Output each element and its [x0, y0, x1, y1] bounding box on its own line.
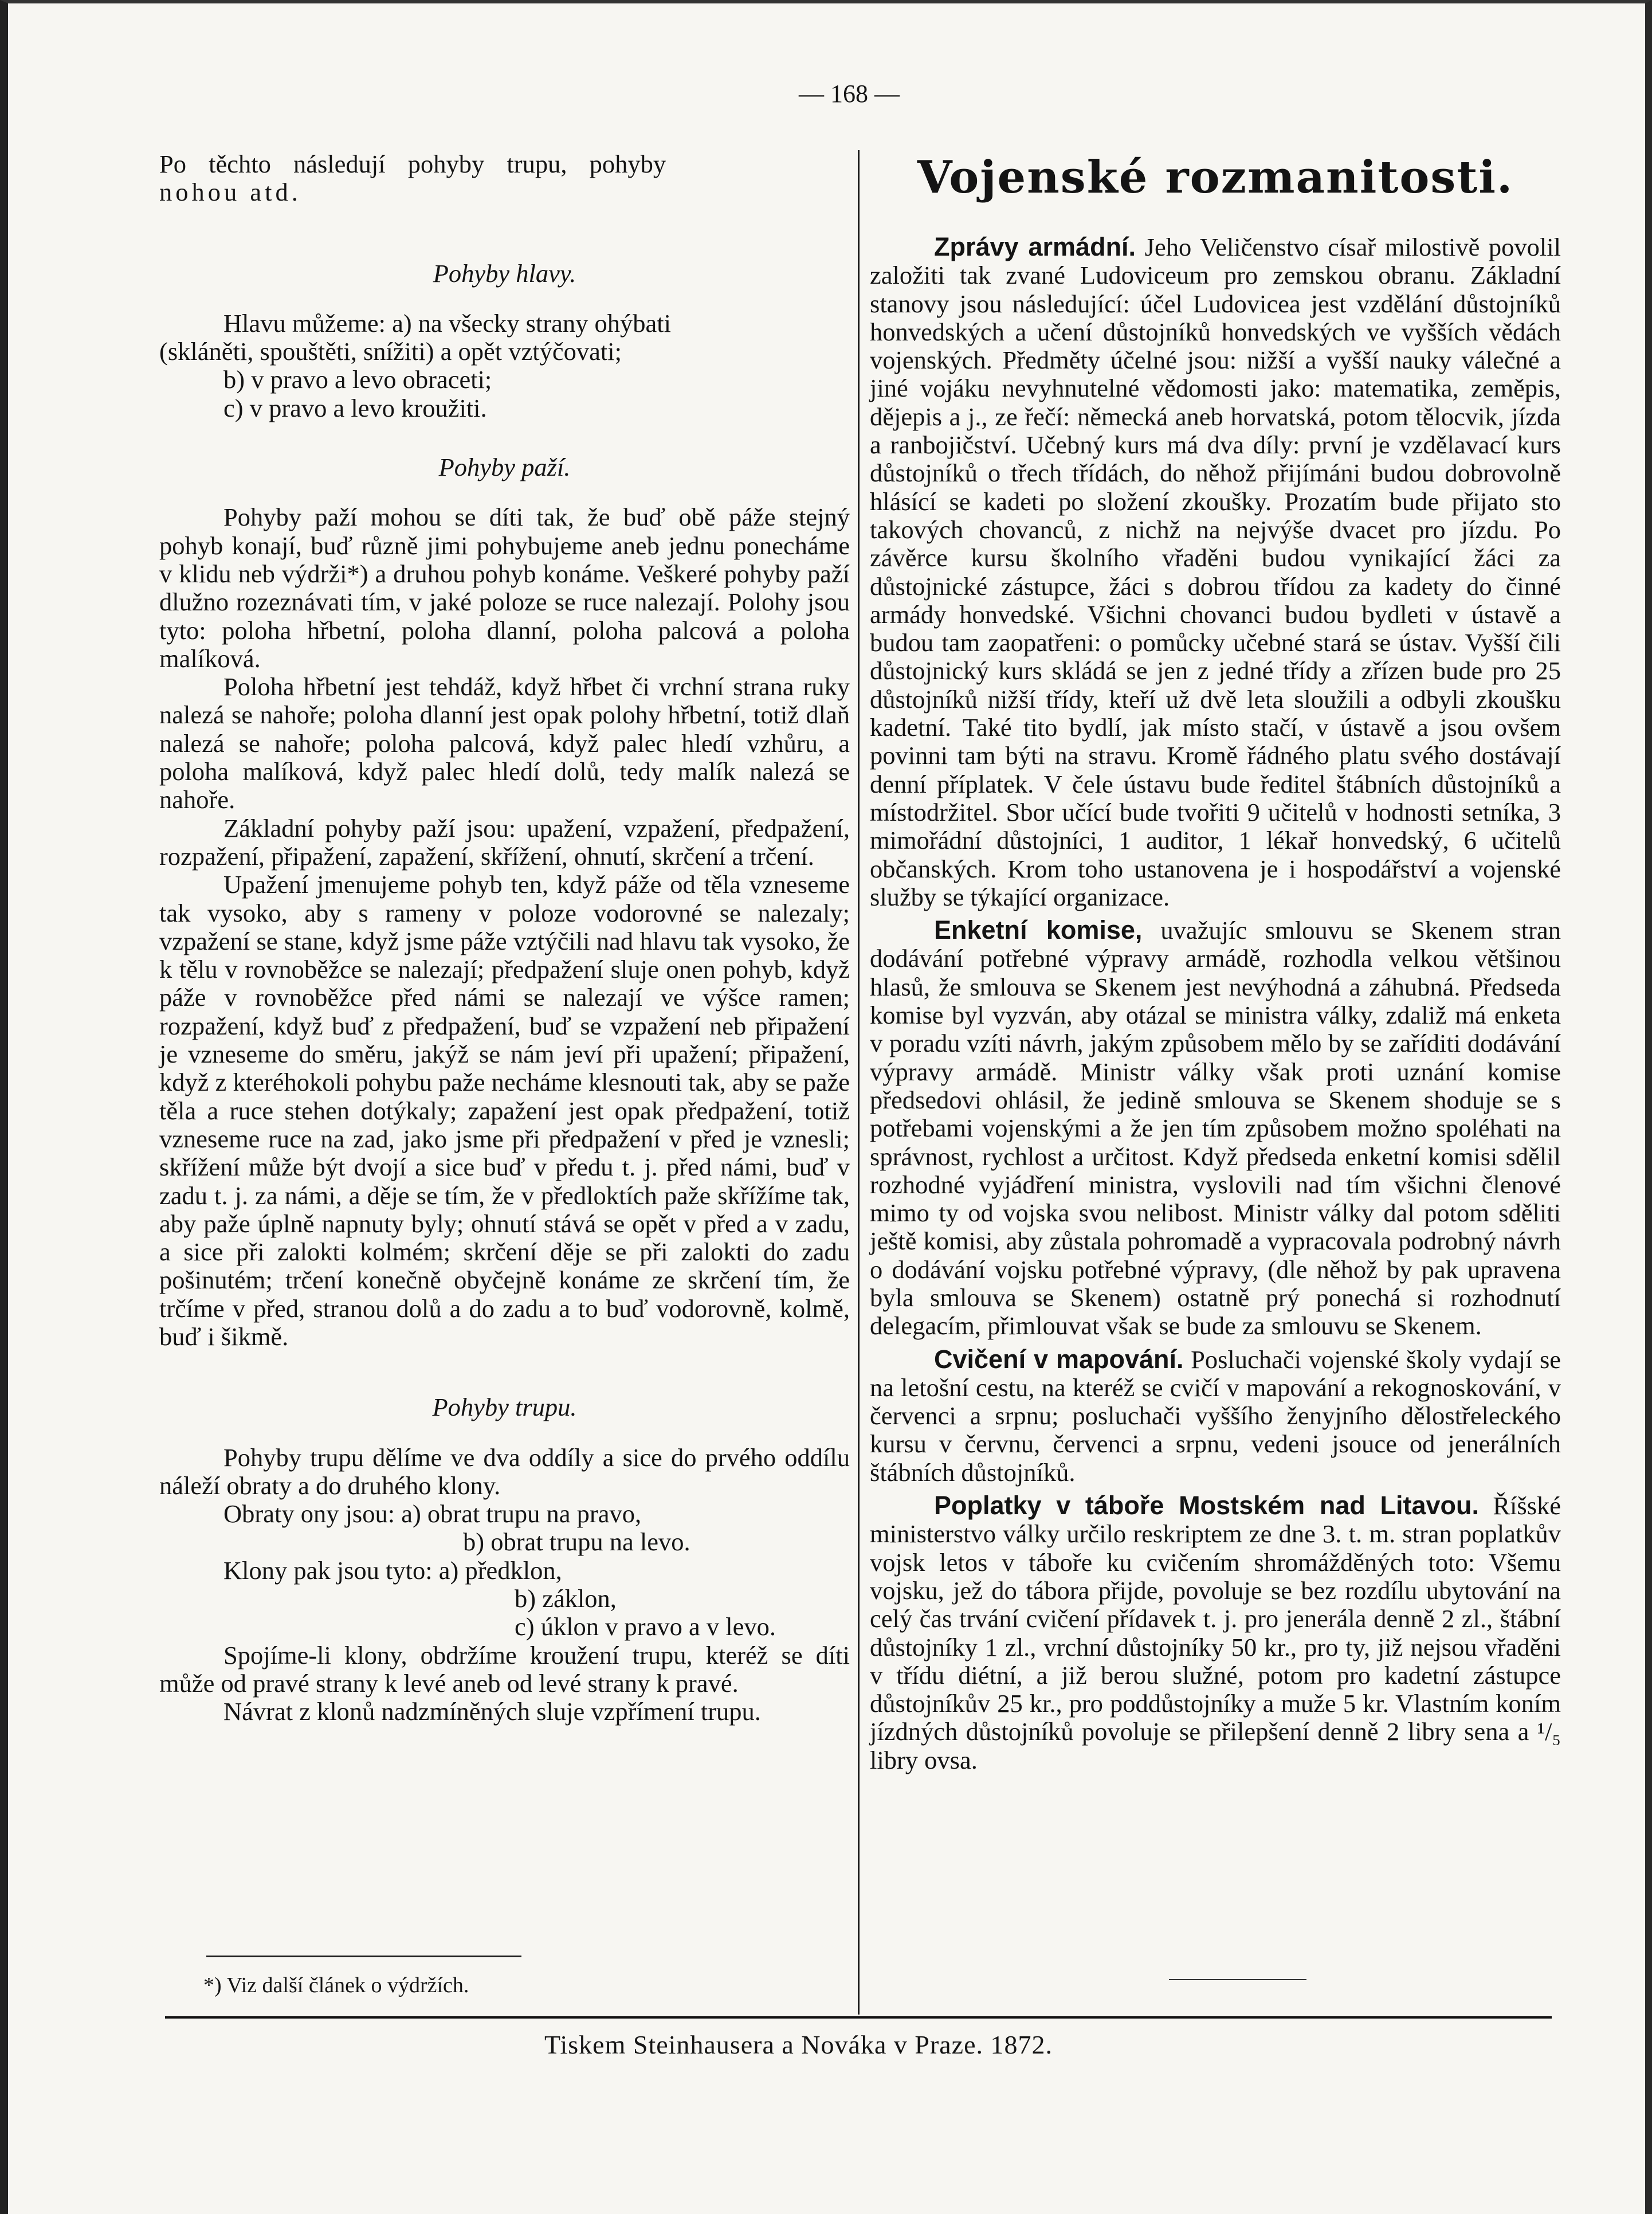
intro-line-1: Po těchto následují pohyby trupu, pohyby [159, 150, 666, 178]
heading-head-movements: Pohyby hlavy. [433, 258, 576, 288]
head-line-1: Hlavu můžeme: a) na všecky strany ohýbati [223, 308, 671, 338]
keyword-mapping-exercise: Cvičení v mapování. [934, 1344, 1184, 1374]
head-line-4: c) v pravo a levo kroužiti. [223, 393, 487, 422]
news-army-reports [870, 233, 1561, 911]
heading-trunk-movements: Pohyby trupu. [432, 1393, 577, 1422]
heading-arm-movements: Pohyby paží. [438, 453, 571, 482]
trunk-line-1: Obraty ony jsou: a) obrat trupu na pravo, [223, 1499, 642, 1529]
footnote: *) Viz další článek o výdržích. [203, 1973, 469, 1997]
left-column [159, 150, 850, 1726]
page-number: — 168 — [799, 80, 900, 108]
trunk-line-3: Klony pak jsou tyto: a) předklon, [223, 1555, 562, 1585]
trunk-line-2: b) obrat trupu na levo. [463, 1527, 690, 1557]
trunk-line-4: b) záklon, [515, 1584, 617, 1613]
trunk-paragraph-2: Spojíme-li klony, obdržíme kroužení trupu, kteréž se díti může od pravé strany k levé aneb od levé strany k pravé. [159, 1640, 850, 1698]
printer-imprint: Tiskem Steinhausera a Nováka v Praze. 1872. [544, 2030, 1053, 2059]
keyword-camp-allowances: Poplatky v táboře Mostském nad Litavou. [934, 1491, 1480, 1521]
mapping-exercise-text: Posluchači vojenské školy vydají se na letošní cestu, na kteréž se cvičí v mapování a rekognoskování, v červenci a srpnu; posluchači vyššího ženyjního dělostřeleckého kursu v červnu, červenci a srpnu, vedeni jsouce od jenerálních štábních důstojníků. [870, 1345, 1561, 1487]
news-inquiry-commission [870, 916, 1561, 1340]
footnote-rule [206, 1956, 521, 1957]
keyword-army-reports: Zprávy armádní. [934, 232, 1136, 261]
news-mapping-exercise [870, 1345, 1561, 1487]
camp-allowances-text: Říšské ministerstvo války určilo reskriptem ze dne 3. t. m. stran poplatkův vojsk letos v táboře ku cvičením shromážděných toto: Všemu vojsku, jež do tábora přijde, povoluje se bez rozdílu ubytování na celý čas trvání cvičení přídavek t. j. pro jenerála denně 2 zl., štábní důstojníky 1 zl., vrchní důstojníky 50 kr., pro ty, již nejsou vřaděni v třídu diétní, a již berou služné, potom pro kadetní zástupce důstojníkův 25 kr., pro poddůstojníky a muže 5 kr. Vlastním koním jízdných důstojníků povoluje se přilepšení denně 2 libry sena a ¹/₅ libry ovsa. [870, 1491, 1561, 1774]
arms-paragraph-2: Poloha hřbetní jest tehdáž, když hřbet či vrchní strana ruky nalezá se nahoře; poloha dlanní jest opak polohy hřbetní, totiž dlaň nalezá se nahoře; poloha palcová, když palec hledí vzhůru, a poloha malíková, když palec hledí dolů, tedy malík nalezá se nahoře. [159, 672, 850, 814]
head-line-3: b) v pravo a levo obraceti; [223, 365, 492, 394]
intro-line-2: nohou atd. [159, 178, 301, 207]
head-line-2: (skláněti, spouštěti, snížiti) a opět vztýčovati; [159, 337, 622, 366]
arms-paragraph-1: Pohyby paží mohou se díti tak, že buď obě páže stejný pohyb konají, buď různě jimi pohybujeme aneb jednu ponecháme v klidu neb výdrži*) a druhou pohyb konáme. Veškeré pohyby paží dlužno rozeznávati tím, v jaké poloze se ruce nalezají. Polohy jsou tyto: poloha hřbetní, poloha dlanní, poloha palcová a poloha malíková. [159, 503, 850, 673]
news-camp-allowances [870, 1491, 1561, 1774]
inquiry-commission-text: uvažujíc smlouvu se Skenem stran dodávání potřebné výpravy armádě, rozhodla velkou většinou hlasů, že smlouva se Skenem jest nevýhodná a záhubná. Předseda komise byl vyzván, aby otázal se ministra války, zdaliž má enketa v poradu vzíti návrh, jakým způsobem mělo by se zaříditi dodávání výpravy armádě. Ministr války však proti uznání komise předsedovi ohlásil, že jedině smlouva se Skenem shoduje se s potřebami vojenskými a že jen tím způsobem možno spoléhati na správnost, rychlost a určitost. Když předseda enketní komisi sdělil rozhodné vyjádření ministra, vyslovili nad tím všichni členové mimo ty od vojska svou nelibost. Ministr války dal potom sděliti ještě komisi, aby zůstala pohromadě a vypracovala podrobný návrh o dodávání vojsku potřebné výpravy, (dle něhož by pak upravena byla smlouva se Skenem) ostatně prý ponechá si rozhodnutí delegacím, přimlouvat však se bude za smlouvu se Skenem. [870, 916, 1561, 1341]
arms-paragraph-4: Upažení jmenujeme pohyb ten, když páže od těla vzneseme tak vysoko, aby s rameny v poloze vodorovné se nalezaly; vzpažení se stane, když jsme páže vztýčili nad hlavu tak vysoko, že k tělu v rovnoběžce se nalezají; předpažení sluje onen pohyb, když páže v rovnoběžce před námi se nalezají ve výšce ramen; rozpažení, když buď z předpažení, buď se vzpažení neb připažení je vzneseme do směru, jakýž se nám jeví při upažení; připažení, když z kteréhokoli pohybu paže necháme klesnouti tak, aby se paže těla a ruce stehen dotýkaly; zapažení jest opak předpažení, totiž vzneseme ruce na zad, jako jsme při předpažení v před je vznesli; skřížení může být dvojí a sice buď v předu t. j. před námi, buď v zadu t. j. za námi, a děje se tím, že v předloktích paže skřížíme tak, aby paže úplně napnuty byly; ohnutí stává se opět v před a v zadu, a sice při zalokti kolmém; skrčení děje se při zalokti do zadu pošinutém; trčení konečně obyčejně konáme ze skrčení tím, že trčíme v před, stranou dolů a do zadu a to buď vodorovně, kolmě, buď i šikmě. [159, 870, 850, 1351]
section-title: Vojenské rozmanitosti. [917, 151, 1514, 203]
keyword-inquiry-commission: Enketní komise, [934, 915, 1143, 945]
army-reports-text: Jeho Veličenstvo císař milostivě povolil založiti tak zvané Ludoviceum pro zemskou obranu. Základní stanovy jsou následující: účel Ludovicea jest vzdělání důstojníků honvedských a učení důstojníků honvedských ve vyšších vědách vojenských. Předměty účelné jsou: nižší a vyšší nauky válečné a jiné vojáku nevyhnutelné vědomosti jako: matematika, zeměpis, dějepis a j., ze řečí: německá aneb horvatská, potom tělocvik, jízda a ranbojičství. Učebný kurs má dva díly: první je vzdělavací kurs důstojníků o třech třídách, do něhož přijímáni budou dobrovolně hlásící se kadeti po složení zkoušky. Prozatím bude přijato sto takových chovanců, z nichž na nejvýše dvacet pro jízdu. Po závěrce kursu školního vřaděni budou vynikající žáci za důstojnické zástupce, žáci s dobrou třídou za kadety do činné armády honvedské. Všichni chovanci budou bydleti v ústavě a budou tam zaopatřeni: o pomůcky učebné stará se ústav. Vyšší čili důstojnický kurs skládá se jen z jedné třídy a zřízen bude pro 25 důstojníků nižší třídy, kteří už dvě leta sloužili a odbyli zkoušku kadetní. Také tito bydlí, jak místo stačí, v ústavě a jsou ovšem povinni tam býti na stravu. Kromě řádného platu svého dostávají denní příplatek. V čele ústavu bude ředitel štábních důstojníků a místodržitel. Sbor učící bude tvořiti 9 učitelů v hodnosti setníka, 3 mimořádní důstojníci, 1 auditor, 1 lékař honvedský, 6 učitelů občanských. Krom toho ustanovena je i hospodářství a vojenské služby se týkající organizace. [870, 233, 1561, 911]
trunk-paragraph-1: Pohyby trupu dělíme ve dva oddíly a sice do prvého oddílu náleží obraty a do druhého klony. [159, 1443, 850, 1500]
arms-paragraph-3: Základní pohyby paží jsou: upažení, vzpažení, předpažení, rozpažení, připažení, zapažení, skřížení, ohnutí, skrčení a trčení. [159, 813, 850, 871]
trunk-line-5: c) úklon v pravo a v levo. [515, 1612, 776, 1641]
right-column [870, 150, 1561, 1774]
bottom-rule [165, 2016, 1552, 2019]
trunk-paragraph-3: Návrat z klonů nadzmíněných sluje vzpřímení trupu. [223, 1697, 761, 1726]
column-end-rule [1169, 1979, 1306, 1980]
column-divider [858, 150, 860, 2015]
